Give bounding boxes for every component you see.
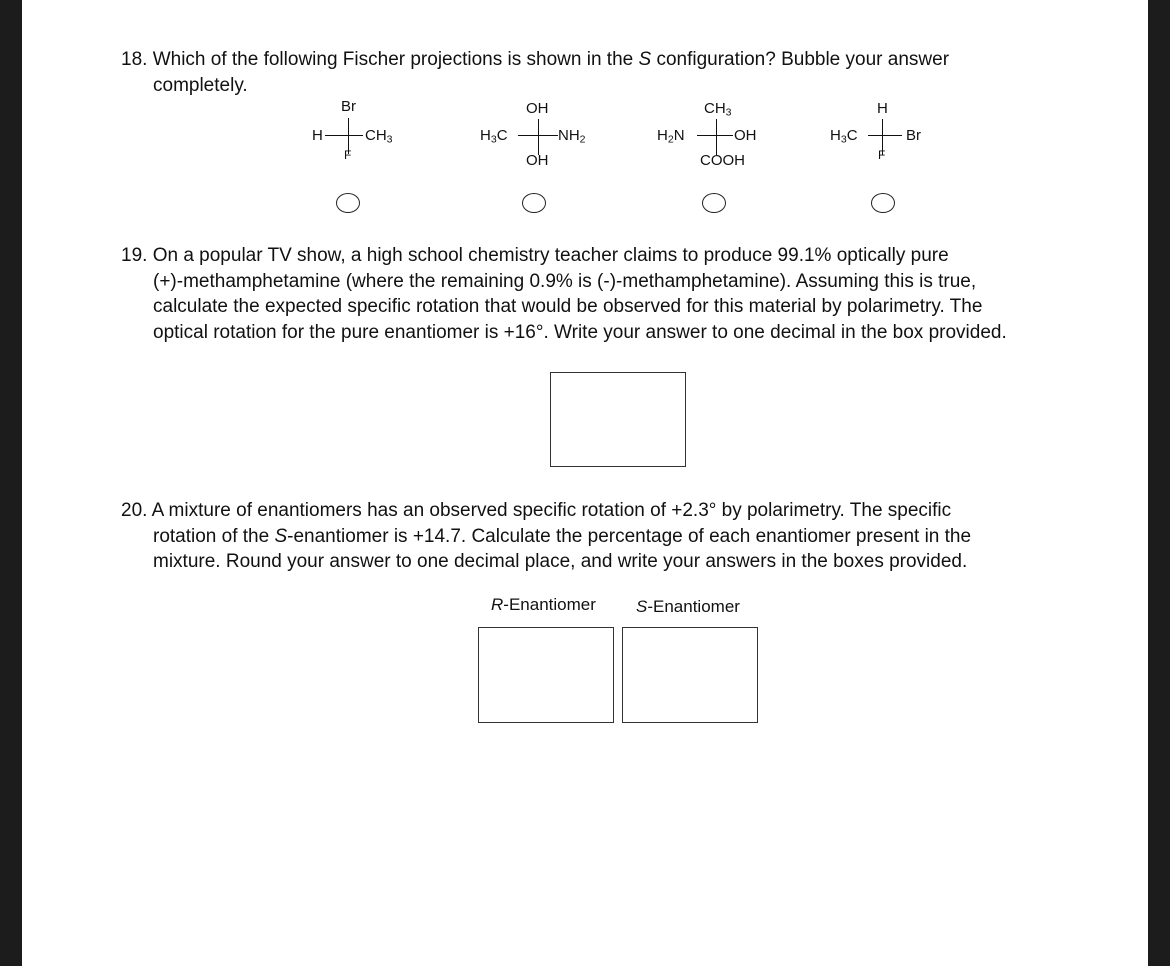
answer-bubble-1[interactable] (336, 193, 360, 213)
answer-box-q19[interactable] (550, 372, 686, 467)
top-substituent: $CH_3$ (704, 100, 732, 119)
question-text-line-1: On a popular TV show, a high school chemistry teacher claims to produce 99.1% optically pure (152, 245, 949, 266)
top-substituent: H (877, 100, 888, 117)
fischer-projection-4 (830, 97, 940, 177)
answer-bubble-4[interactable] (871, 193, 895, 213)
top-substituent: Br (341, 98, 356, 115)
question-text-line-1: A mixture of enantiomers has an observed specific rotation of +2.3° by polarimetry. The specific (151, 500, 952, 521)
answer-bubble-2[interactable] (522, 193, 546, 213)
answer-box-r-enantiomer[interactable] (478, 627, 614, 723)
question-text-cont: completely. (153, 74, 248, 96)
fischer-projection-3 (657, 97, 797, 177)
question-20 (121, 498, 1131, 575)
left-substituent: $H_2N$ (657, 127, 685, 146)
right-substituent: $NH_2$ (558, 127, 586, 146)
s-enantiomer-label: S-Enantiomer (636, 597, 740, 616)
answer-bubble-3[interactable] (702, 193, 726, 213)
r-enantiomer-label: R-Enantiomer (491, 595, 596, 614)
right-substituent: $CH_3$ (365, 127, 393, 146)
question-text-line-3: calculate the expected specific rotation that would be observed for this material by polarimetry. The (153, 296, 983, 317)
question-19 (121, 243, 1131, 345)
question-text-line-2: rotation of the S-enantiomer is +14.7. Calculate the percentage of each enantiomer present in the (153, 525, 972, 547)
right-substituent: OH (734, 127, 757, 144)
question-text: Which of the following Fischer projections is shown in the S configuration? Bubble your answer (152, 49, 950, 70)
question-number: 19. (121, 245, 148, 266)
question-text-line-3: mixture. Round your answer to one decimal place, and write your answers in the boxes provided. (153, 551, 968, 572)
top-substituent: OH (526, 100, 549, 117)
question-text-line-2: (+)-methamphetamine (where the remaining 0.9% is (-)-methamphetamine). Assuming this is true, (153, 270, 977, 292)
worksheet-page (22, 0, 1148, 966)
fischer-projection-2 (480, 97, 620, 177)
left-substituent: $H_3C$ (480, 127, 508, 146)
bottom-substituent: F (344, 148, 352, 162)
bottom-substituent: COOH (700, 152, 745, 169)
question-text-line-4: optical rotation for the pure enantiomer is +16°. Write your answer to one decimal in the box provided. (153, 321, 1007, 343)
left-substituent: $H_3C$ (830, 127, 858, 146)
fischer-projection-1 (312, 97, 412, 177)
answer-box-s-enantiomer[interactable] (622, 627, 758, 723)
question-number: 20. (121, 500, 148, 521)
bottom-substituent: OH (526, 152, 549, 169)
left-substituent: H (312, 127, 323, 144)
bottom-substituent: F (878, 148, 886, 162)
question-18 (121, 47, 1121, 98)
right-substituent: Br (906, 127, 921, 144)
question-number: 18. (121, 49, 148, 70)
